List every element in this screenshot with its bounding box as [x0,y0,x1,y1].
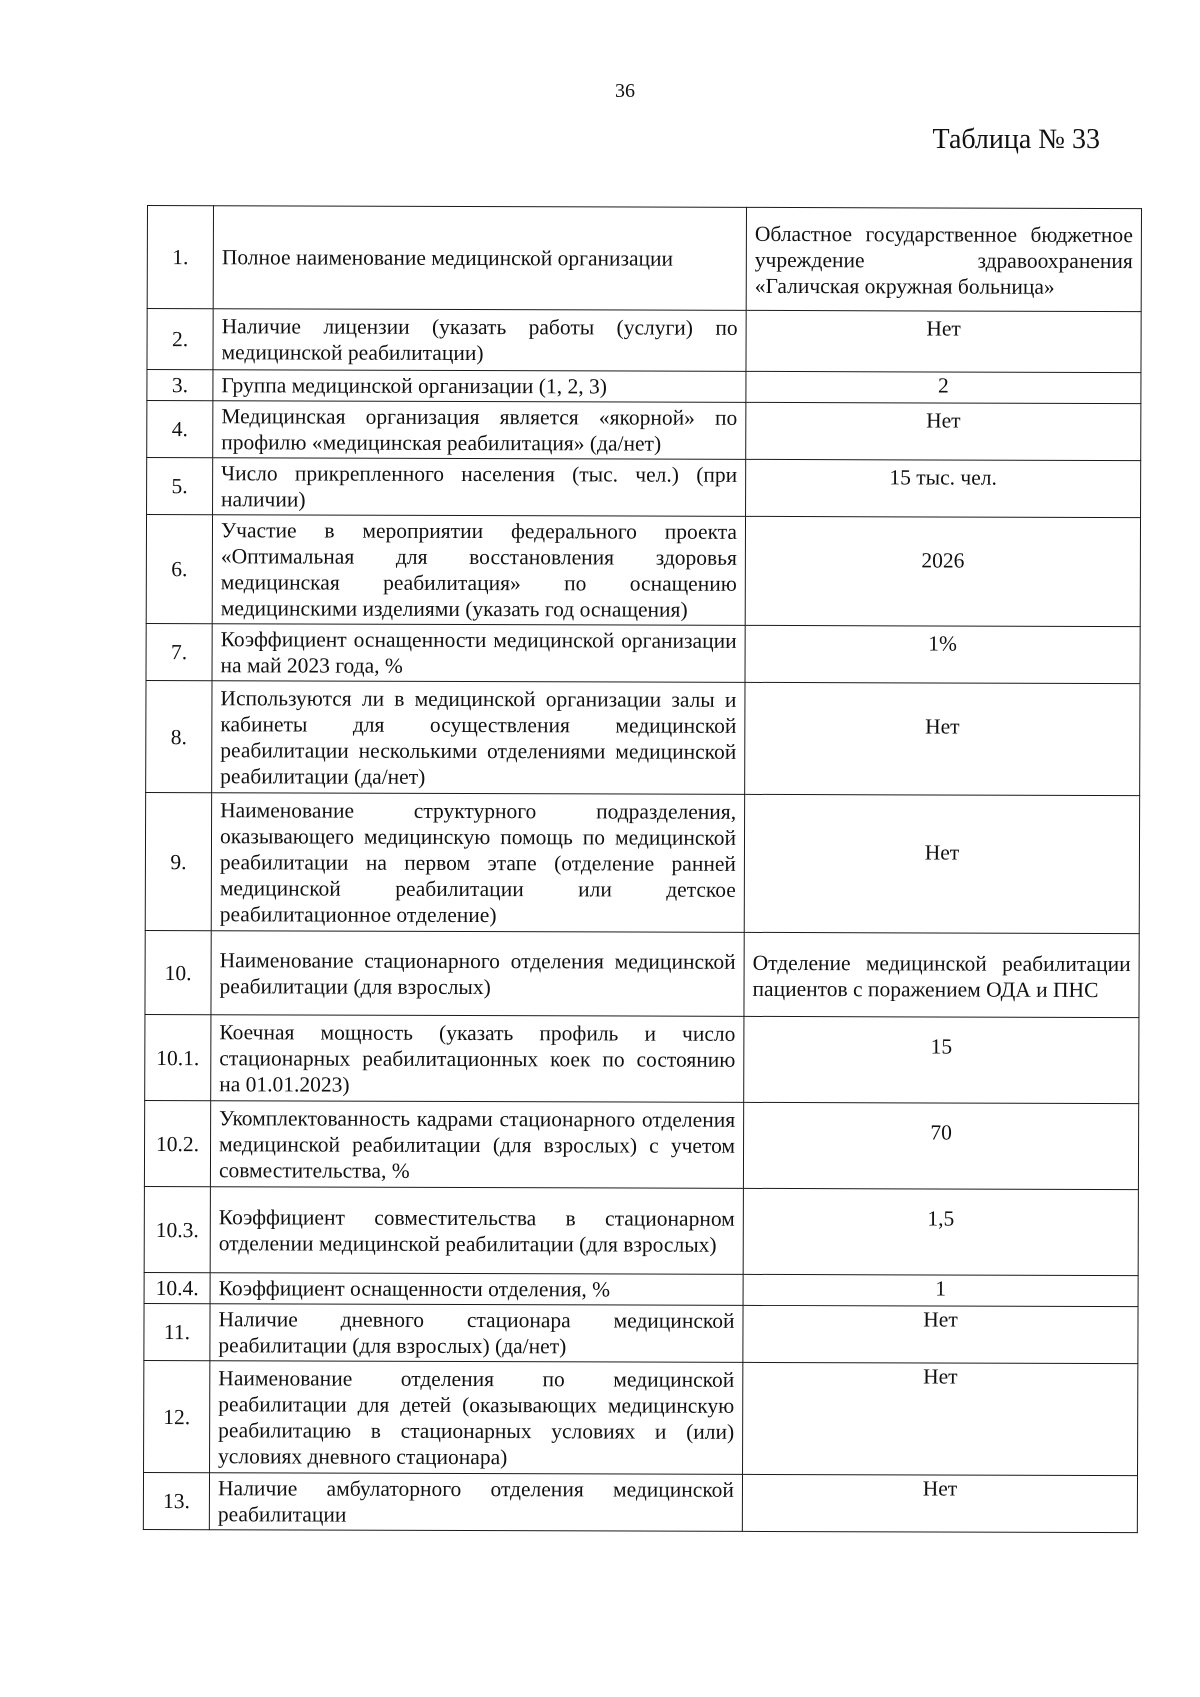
row-number: 10. [145,930,211,1014]
row-number: 9. [145,792,211,930]
rehab-info-table [143,205,1142,1533]
row-parameter: Наличие лицензии (указать работы (услуги) по медицинской реабилитации) [213,309,746,372]
table-row [146,623,1140,683]
table-row [146,680,1140,795]
table-row [144,1272,1138,1306]
row-value: 1% [745,625,1140,683]
row-parameter: Полное наименование медицинской организации [213,206,746,311]
row-value: 2 [746,371,1141,403]
row-number: 10.1. [145,1014,211,1100]
row-value: Областное государственное бюджетное учреждение здравоохранения «Галичская окружная больница» [746,207,1141,311]
table-row [145,930,1139,1017]
row-value: Нет [742,1474,1137,1532]
row-value: 70 [743,1102,1138,1189]
table-row [144,1303,1138,1363]
table-row [147,309,1141,373]
row-parameter: Группа медицинской организации (1, 2, 3) [213,370,746,403]
row-parameter: Наименование отделения по медицинской реабилитации для детей (оказывающих медицинскую реабилитацию в стационарных условиях и (или) условиях дневного стационара) [210,1361,743,1475]
row-value: 15 тыс. чел. [746,459,1141,517]
table-title: Таблица № 33 [932,124,1100,155]
row-parameter: Коэффициент оснащенности медицинской организации на май 2023 года, % [212,624,745,683]
row-value: Нет [743,1305,1138,1363]
row-number: 2. [147,309,213,370]
row-value: Нет [746,402,1141,460]
row-parameter: Коечная мощность (указать профиль и число стационарных реабилитационных коек по состоянию на 01.01.2023) [211,1015,744,1103]
row-parameter: Коэффициент совместительства в стационарном отделении медицинской реабилитации (для взрослых) [210,1187,743,1275]
row-parameter: Укомплектованность кадрами стационарного отделения медицинской реабилитации (для взрослых) с учетом совместительства, % [210,1101,743,1189]
table-row [146,515,1140,627]
row-value: Нет [744,794,1139,933]
row-number: 8. [146,680,212,792]
table-row [147,370,1141,404]
row-number: 13. [143,1472,209,1529]
row-value: 15 [744,1016,1139,1103]
row-value: 2026 [745,516,1140,626]
row-number: 7. [146,623,212,680]
table-row [143,1472,1137,1532]
table-row [147,458,1141,518]
row-parameter: Наличие амбулаторного отделения медицинской реабилитации [209,1473,742,1532]
row-parameter: Число прикрепленного населения (тыс. чел.) (при наличии) [213,458,746,517]
row-number: 10.2. [144,1100,210,1186]
row-number: 10.3. [144,1186,210,1272]
row-number: 10.4. [144,1272,210,1303]
row-number: 3. [147,370,213,401]
row-parameter: Коэффициент оснащенности отделения, % [210,1273,743,1306]
row-parameter: Медицинская организация является «якорной» по профилю «медицинская реабилитация» (да/нет) [213,401,746,460]
table-row [144,1360,1138,1475]
table-row [144,1186,1138,1275]
row-value: 1 [743,1274,1138,1306]
row-number: 5. [147,458,213,515]
row-value: Нет [746,310,1141,372]
row-parameter: Наименование структурного подразделения, оказывающего медицинскую помощь по медицинской реабилитации на первом этапе (отделение ранней медицинской реабилитации или детское реабилитационное отделение) [211,793,744,933]
row-number: 6. [146,515,212,624]
page-number: 36 [615,80,635,102]
table-row [145,792,1139,933]
row-parameter: Наличие дневного стационара медицинской реабилитации (для взрослых) (да/нет) [210,1304,743,1363]
table-row [145,1014,1139,1103]
table-row [144,1100,1138,1189]
table-row [147,206,1141,312]
table-row [147,401,1141,461]
row-value: Нет [745,682,1140,795]
row-value: Нет [743,1362,1138,1475]
row-number: 11. [144,1303,210,1360]
row-parameter: Участие в мероприятии федерального проекта «Оптимальная для восстановления здоровья медицинская реабилитация» по оснащению медицинскими изделиями (указать год оснащения) [212,515,745,626]
row-parameter: Используются ли в медицинской организации залы и кабинеты для осуществления медицинской реабилитации несколькими отделениями медицинской реабилитации (да/нет) [212,681,745,795]
row-parameter: Наименование стационарного отделения медицинской реабилитации (для взрослых) [211,931,744,1017]
row-number: 4. [147,401,213,458]
row-value: Отделение медицинской реабилитации пациентов с поражением ОДА и ПНС [744,932,1139,1017]
row-number: 12. [144,1360,210,1472]
row-value: 1,5 [743,1188,1138,1275]
row-number: 1. [147,206,213,309]
